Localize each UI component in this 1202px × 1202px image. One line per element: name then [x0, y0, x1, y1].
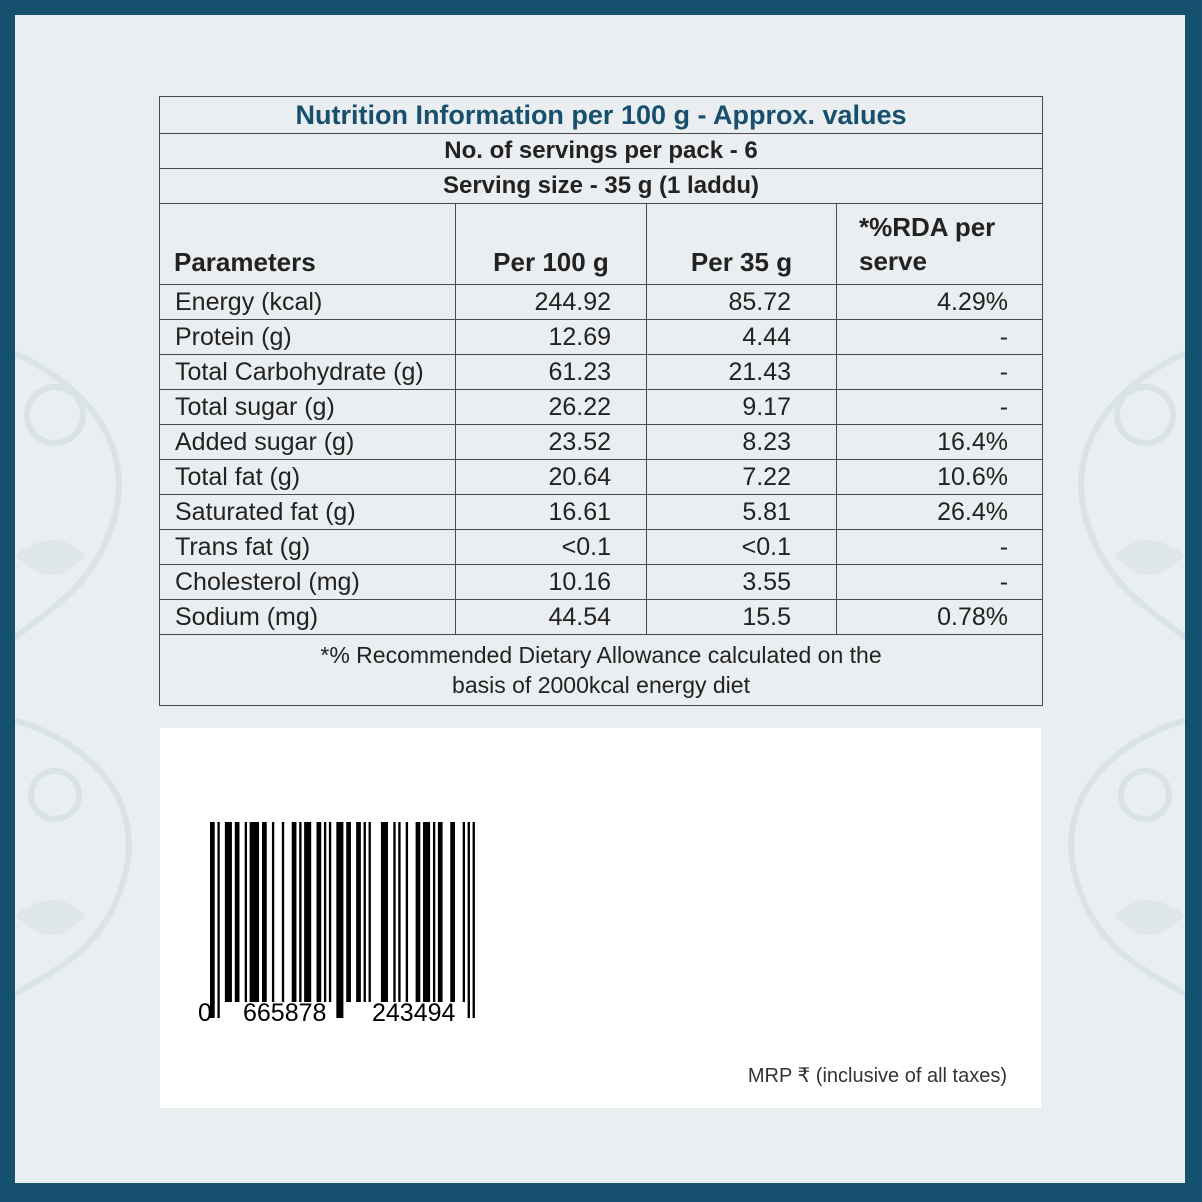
per35-cell: 9.17: [647, 390, 837, 425]
footnote-line-2: basis of 2000kcal energy diet: [452, 672, 750, 698]
barcode-bar: [304, 822, 311, 1002]
param-cell: Total sugar (g): [160, 390, 456, 425]
barcode-bar: [299, 822, 301, 1002]
per35-cell: 85.72: [647, 285, 837, 320]
barcode-price-area: [160, 728, 1041, 1108]
barcode-bar: [416, 822, 421, 1002]
table-row: [160, 600, 1043, 635]
rda-cell: -: [837, 565, 1043, 600]
barcode-bar: [292, 822, 297, 1002]
barcode: [180, 808, 480, 1028]
barcode-bar: [336, 822, 343, 1018]
mrp-label: MRP ₹ (inclusive of all taxes): [747, 1065, 1007, 1087]
per35-cell: 5.81: [647, 495, 837, 530]
table-row: [160, 530, 1043, 565]
barcode-bar: [217, 822, 219, 1018]
param-cell: Trans fat (g): [160, 530, 456, 565]
barcode-bar: [463, 822, 465, 1002]
barcode-bar: [423, 822, 430, 1002]
barcode-bar: [210, 822, 215, 1018]
nutrition-table: [159, 96, 1043, 706]
per35-cell: 7.22: [647, 460, 837, 495]
barcode-bar: [329, 822, 331, 1002]
barcode-bar: [262, 822, 267, 1002]
header-parameters: Parameters: [160, 204, 456, 285]
barcode-bar: [235, 822, 240, 1002]
rda-cell: 10.6%: [837, 460, 1043, 495]
barcode-first-digit: 0: [198, 999, 212, 1027]
barcode-bar: [364, 822, 366, 1002]
table-row: [160, 565, 1043, 600]
per35-cell: <0.1: [647, 530, 837, 565]
param-cell: Added sugar (g): [160, 425, 456, 460]
barcode-bar: [468, 822, 470, 1018]
barcode-bar: [393, 822, 395, 1002]
barcode-bar: [245, 822, 247, 1002]
barcode-bar: [473, 822, 475, 1018]
per100-cell: 16.61: [456, 495, 647, 530]
table-row: [160, 390, 1043, 425]
table-row: [160, 285, 1043, 320]
param-cell: Total fat (g): [160, 460, 456, 495]
barcode-bar: [433, 822, 435, 1002]
barcode-bar: [317, 822, 322, 1002]
barcode-bar: [225, 822, 232, 1002]
barcode-bar: [282, 822, 284, 1002]
header-rda: *%RDA per serve: [837, 204, 1043, 285]
barcode-bar: [250, 822, 259, 1002]
column-header-row: [160, 204, 1043, 285]
param-cell: Sodium (mg): [160, 600, 456, 635]
rda-cell: 0.78%: [837, 600, 1043, 635]
param-cell: Saturated fat (g): [160, 495, 456, 530]
per100-cell: 244.92: [456, 285, 647, 320]
barcode-bar: [369, 822, 371, 1002]
barcode-bar: [356, 822, 361, 1002]
per100-cell: 20.64: [456, 460, 647, 495]
per100-cell: 26.22: [456, 390, 647, 425]
param-cell: Energy (kcal): [160, 285, 456, 320]
rda-cell: 16.4%: [837, 425, 1043, 460]
barcode-bar: [450, 822, 455, 1002]
per100-cell: 44.54: [456, 600, 647, 635]
label-panel: [15, 15, 1185, 1183]
table-row: [160, 460, 1043, 495]
table-row: [160, 425, 1043, 460]
per35-cell: 21.43: [647, 355, 837, 390]
table-row: [160, 320, 1043, 355]
barcode-bar: [324, 822, 326, 1002]
rda-cell: 4.29%: [837, 285, 1043, 320]
per100-cell: 61.23: [456, 355, 647, 390]
serving-size: Serving size - 35 g (1 laddu): [160, 169, 1043, 204]
barcode-bar: [381, 822, 388, 1002]
rda-cell: -: [837, 390, 1043, 425]
per35-cell: 15.5: [647, 600, 837, 635]
barcode-bar: [438, 822, 443, 1002]
per100-cell: 12.69: [456, 320, 647, 355]
per35-cell: 4.44: [647, 320, 837, 355]
per35-cell: 8.23: [647, 425, 837, 460]
table-title: Nutrition Information per 100 g - Approx. values: [160, 97, 1043, 134]
servings-per-pack: No. of servings per pack - 6: [160, 134, 1043, 169]
param-cell: Total Carbohydrate (g): [160, 355, 456, 390]
barcode-bar: [346, 822, 351, 1002]
rda-cell: 26.4%: [837, 495, 1043, 530]
per100-cell: <0.1: [456, 530, 647, 565]
per35-cell: 3.55: [647, 565, 837, 600]
rda-cell: -: [837, 320, 1043, 355]
param-cell: Protein (g): [160, 320, 456, 355]
per100-cell: 10.16: [456, 565, 647, 600]
rda-cell: -: [837, 530, 1043, 565]
per100-cell: 23.52: [456, 425, 647, 460]
table-row: [160, 495, 1043, 530]
param-cell: Cholesterol (mg): [160, 565, 456, 600]
barcode-right-digits: 243494: [372, 999, 456, 1027]
barcode-left-digits: 665878: [243, 999, 327, 1027]
header-per-100g: Per 100 g: [456, 204, 647, 285]
rda-footnote: [160, 635, 1043, 706]
barcode-bar: [406, 822, 408, 1002]
barcode-bar: [398, 822, 400, 1002]
footnote-line-1: *% Recommended Dietary Allowance calculated on the: [320, 642, 882, 668]
barcode-bar: [272, 822, 274, 1002]
header-per-35g: Per 35 g: [647, 204, 837, 285]
table-row: [160, 355, 1043, 390]
rda-cell: -: [837, 355, 1043, 390]
